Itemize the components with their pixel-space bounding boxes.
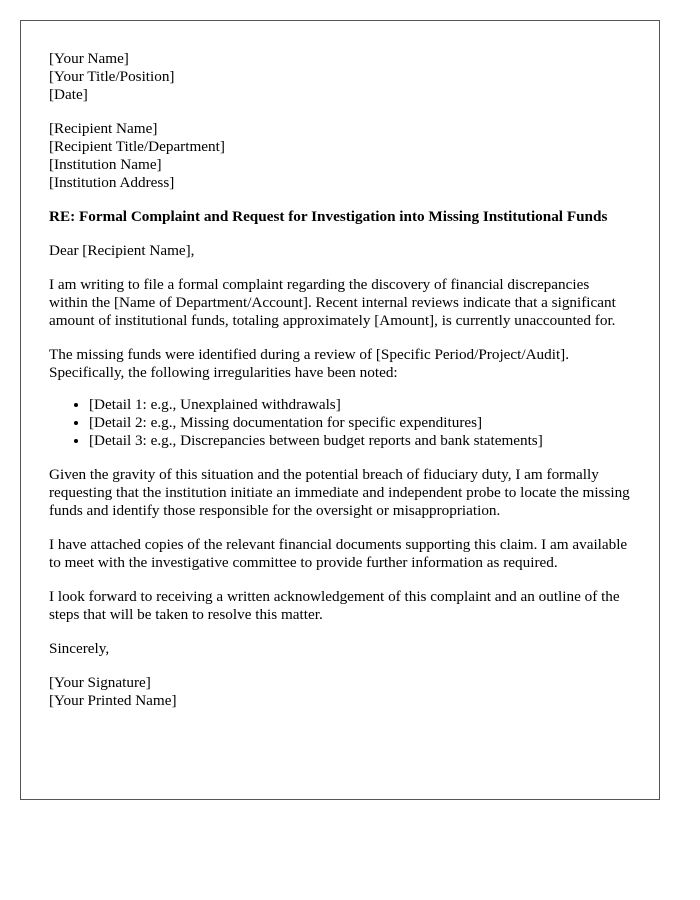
printed-name: [Your Printed Name]: [49, 692, 177, 709]
recipient-title: [Recipient Title/Department]: [49, 138, 225, 155]
recipient-name: [Recipient Name]: [49, 120, 158, 137]
letter-document: [20, 20, 660, 800]
list-item: • [Detail 1: e.g., Unexplained withdrawals]: [89, 396, 631, 414]
salutation: Dear [Recipient Name],: [49, 242, 195, 259]
valediction: Sincerely,: [49, 640, 110, 657]
irregularities-list: [49, 396, 631, 450]
sender-name: [Your Name]: [49, 50, 129, 67]
signature-line: [Your Signature]: [49, 674, 151, 691]
list-item: • [Detail 2: e.g., Missing documentation for specific expenditures]: [89, 414, 631, 432]
request-paragraph: Given the gravity of this situation and the potential breach of fiduciary duty, I am formally requesting that the institution initiate an immediate and independent probe to locate the missing funds and identify those responsible for the oversight or misappropriation.: [49, 466, 630, 519]
institution-name: [Institution Name]: [49, 156, 162, 173]
institution-address: [Institution Address]: [49, 174, 175, 191]
closing-paragraph: I look forward to receiving a written acknowledgement of this complaint and an outline of the steps that will be taken to resolve this matter.: [49, 588, 620, 623]
subject-line: RE: Formal Complaint and Request for Investigation into Missing Institutional Funds: [49, 208, 608, 225]
findings-paragraph: The missing funds were identified during a review of [Specific Period/Project/Audit]. Specifically, the following irregularities have been noted:: [49, 346, 570, 381]
sender-block: [49, 50, 631, 104]
sender-title: [Your Title/Position]: [49, 68, 175, 85]
list-item: • [Detail 3: e.g., Discrepancies between budget reports and bank statements]: [89, 432, 631, 450]
attachments-paragraph: I have attached copies of the relevant financial documents supporting this claim. I am available to meet with the investigative committee to provide further information as required.: [49, 536, 628, 571]
letter-date: [Date]: [49, 86, 88, 103]
recipient-block: [49, 120, 631, 192]
intro-paragraph: I am writing to file a formal complaint regarding the discovery of financial discrepancies within the [Name of Department/Account]. Recent internal reviews indicate that a significant amount of institutional funds, totaling approximately [Amount], is currently unaccounted for.: [49, 276, 616, 329]
signature-block: [49, 674, 631, 710]
